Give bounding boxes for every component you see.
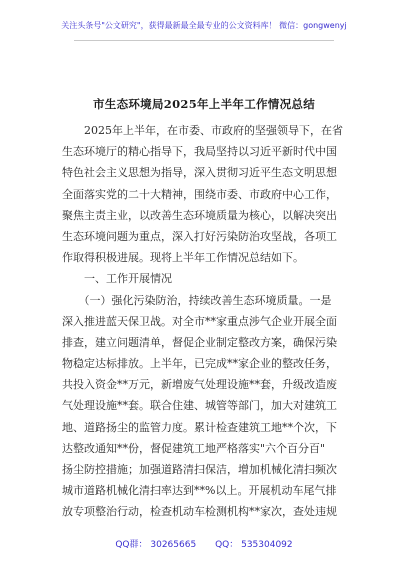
section-heading: 一、工作开展情况 <box>62 272 172 286</box>
body-line: 共投入资金**万元，新增废气处理设施**套，升级改造废 <box>62 378 337 392</box>
body-line: 深入推进蓝天保卫战。对全市**家重点涉气企业开展全面 <box>62 314 337 328</box>
body-line: 2025年上半年，在市委、市政府的坚强领导下，在省 <box>62 124 343 137</box>
body-line: 聚焦主责主业，以改善生态环境质量为核心，以解决突出 <box>62 208 337 222</box>
body-line: 生态环境厅的精心指导下，我局坚持以习近平新时代中国 <box>62 145 337 159</box>
document-title: 市生态环境局2025年上半年工作情况总结 <box>92 97 315 111</box>
body-line: 全面落实党的二十大精神，围绕市委、市政府中心工作， <box>62 187 337 201</box>
body-line: （一）强化污染防治，持续改善生态环境质量。一是 <box>62 293 332 307</box>
body-line: 特色社会主义思想为指导，深入贯彻习近平生态文明思想 <box>62 166 337 180</box>
header-divider <box>74 40 334 41</box>
qq-number: QQ： 535304092 <box>215 540 293 550</box>
body-line: 排查，建立问题清单，督促企业制定整改方案，确保污染 <box>62 335 337 349</box>
qq-group-number: QQ群： 30265665 <box>115 540 197 550</box>
body-line: 物稳定达标排放。上半年，已完成**家企业的整改任务， <box>62 357 337 371</box>
body-line: 城市道路机械化清扫率达到**%以上。开展机动车尾气排 <box>62 484 337 498</box>
body-line: 气处理设施**套。联合住建、城管等部门，加大对建筑工 <box>62 399 337 413</box>
body-line: 扬尘防控措施；加强道路清扫保洁，增加机械化清扫频次 <box>62 463 337 476</box>
body-line: 达整改通知**份，督促建筑工地严格落实"六个百分百" <box>62 441 326 455</box>
body-line: 生态环境问题为重点，深入打好污染防治攻坚战，各项工 <box>62 229 337 243</box>
body-line: 地、道路扬尘的监管力度。累计检查建筑工地**个次，下 <box>62 420 337 434</box>
header-banner: 关注头条号"公文研究"，获得最新最全最专业的公文资料库！ 微信：gongwenyj <box>61 21 347 30</box>
document-body <box>62 120 352 523</box>
footer-contact <box>0 537 408 550</box>
body-line: 放专项整治行动，检查机动车检测机构**家次，查处违规 <box>62 505 337 519</box>
body-line: 作取得积极进展。现将上半年工作情况总结如下。 <box>62 251 304 265</box>
